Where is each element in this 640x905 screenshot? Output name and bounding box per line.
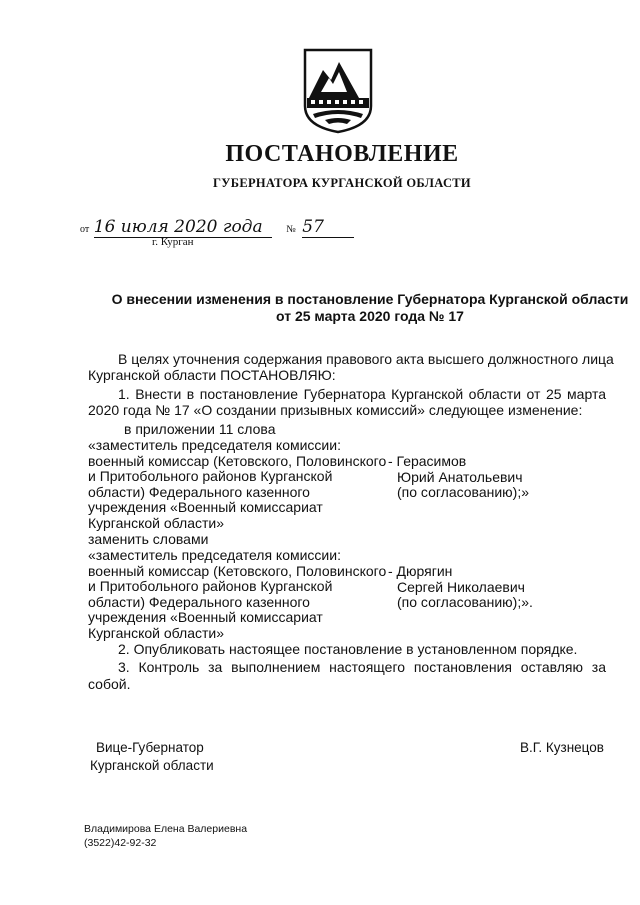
new-right-line: - Дюрягин <box>388 563 453 579</box>
intro-line-2: Курганской области ПОСТАНОВЛЯЮ: <box>88 367 336 383</box>
document-subtitle: ГУБЕРНАТОРА КУРГАНСКОЙ ОБЛАСТИ <box>213 176 471 190</box>
new-wording-right <box>388 564 533 611</box>
number-prefix: № <box>286 224 296 235</box>
number-field <box>302 217 354 238</box>
replace-with-label: заменить словами <box>88 531 209 547</box>
heading-line-1: О внесении изменения в постановление Губернатора Курганской области <box>111 291 629 307</box>
new-left-line: «заместитель председателя комиссии: <box>88 547 341 563</box>
new-left-line: области) Федерального казенного <box>88 593 310 610</box>
item1-line-1: 1. Внести в постановление Губернатора Курганской области от 25 марта <box>118 386 606 402</box>
document-title: ПОСТАНОВЛЕНИЕ <box>225 141 459 167</box>
heading-line-2: от 25 марта 2020 года № 17 <box>276 308 464 324</box>
city-label: г. Курган <box>152 236 194 248</box>
item1-line-2: 2020 года № 17 «О создании призывных комиссий» следующее изменение: <box>88 402 583 418</box>
new-right-line: (по согласованию);». <box>397 594 533 611</box>
old-left-line: «заместитель председателя комиссии: <box>88 437 341 453</box>
old-wording-left <box>88 438 386 532</box>
old-left-line: и Притобольного районов Курганской <box>88 468 333 485</box>
new-left-line: Курганской области» <box>88 624 225 641</box>
executor-name: Владимирова Елена Валериевна <box>84 823 248 835</box>
number-value: 57 <box>302 217 324 237</box>
date-field <box>94 217 272 238</box>
new-left-line: и Притобольного районов Курганской <box>88 578 333 595</box>
position-line-2: Курганской области <box>90 758 214 773</box>
old-left-line: области) Федерального казенного <box>88 483 310 500</box>
position-line-1: Вице-Губернатор <box>96 740 204 755</box>
resolution-heading <box>70 291 640 325</box>
date-prefix: от <box>80 224 90 235</box>
old-right-line: Юрий Анатольевич <box>397 468 523 485</box>
item3-line-1: 3. Контроль за выполнением настоящего постановления оставляю за <box>118 659 606 675</box>
signatory-name: В.Г. Кузнецов <box>520 740 604 755</box>
old-left-line: Курганской области» <box>88 514 225 531</box>
new-wording-left <box>88 548 386 642</box>
new-left-line: учреждения «Военный комиссариат <box>88 609 323 626</box>
intro-line-1: В целях уточнения содержания правового акта высшего должностного лица <box>118 351 614 367</box>
item1-line-3: в приложении 11 слова <box>124 421 276 437</box>
old-wording-right <box>388 454 529 501</box>
item3-line-2: собой. <box>88 676 131 692</box>
date-value: 16 июля 2020 года <box>93 217 263 237</box>
executor-info <box>84 822 247 850</box>
executor-phone: (3522)42-92-32 <box>84 837 157 849</box>
signatory-position <box>90 739 214 775</box>
new-right-line: Сергей Николаевич <box>397 578 525 595</box>
old-left-line: военный комиссар (Кетовского, Половинского <box>88 452 387 469</box>
old-left-line: учреждения «Военный комиссариат <box>88 499 323 516</box>
date-number-row <box>80 217 354 238</box>
new-left-line: военный комиссар (Кетовского, Половинского <box>88 562 387 579</box>
coat-of-arms-emblem <box>303 48 373 134</box>
old-right-line: (по согласованию);» <box>397 484 530 501</box>
item2-line: 2. Опубликовать настоящее постановление в установленном порядке. <box>118 641 578 657</box>
old-right-line: - Герасимов <box>388 453 467 469</box>
